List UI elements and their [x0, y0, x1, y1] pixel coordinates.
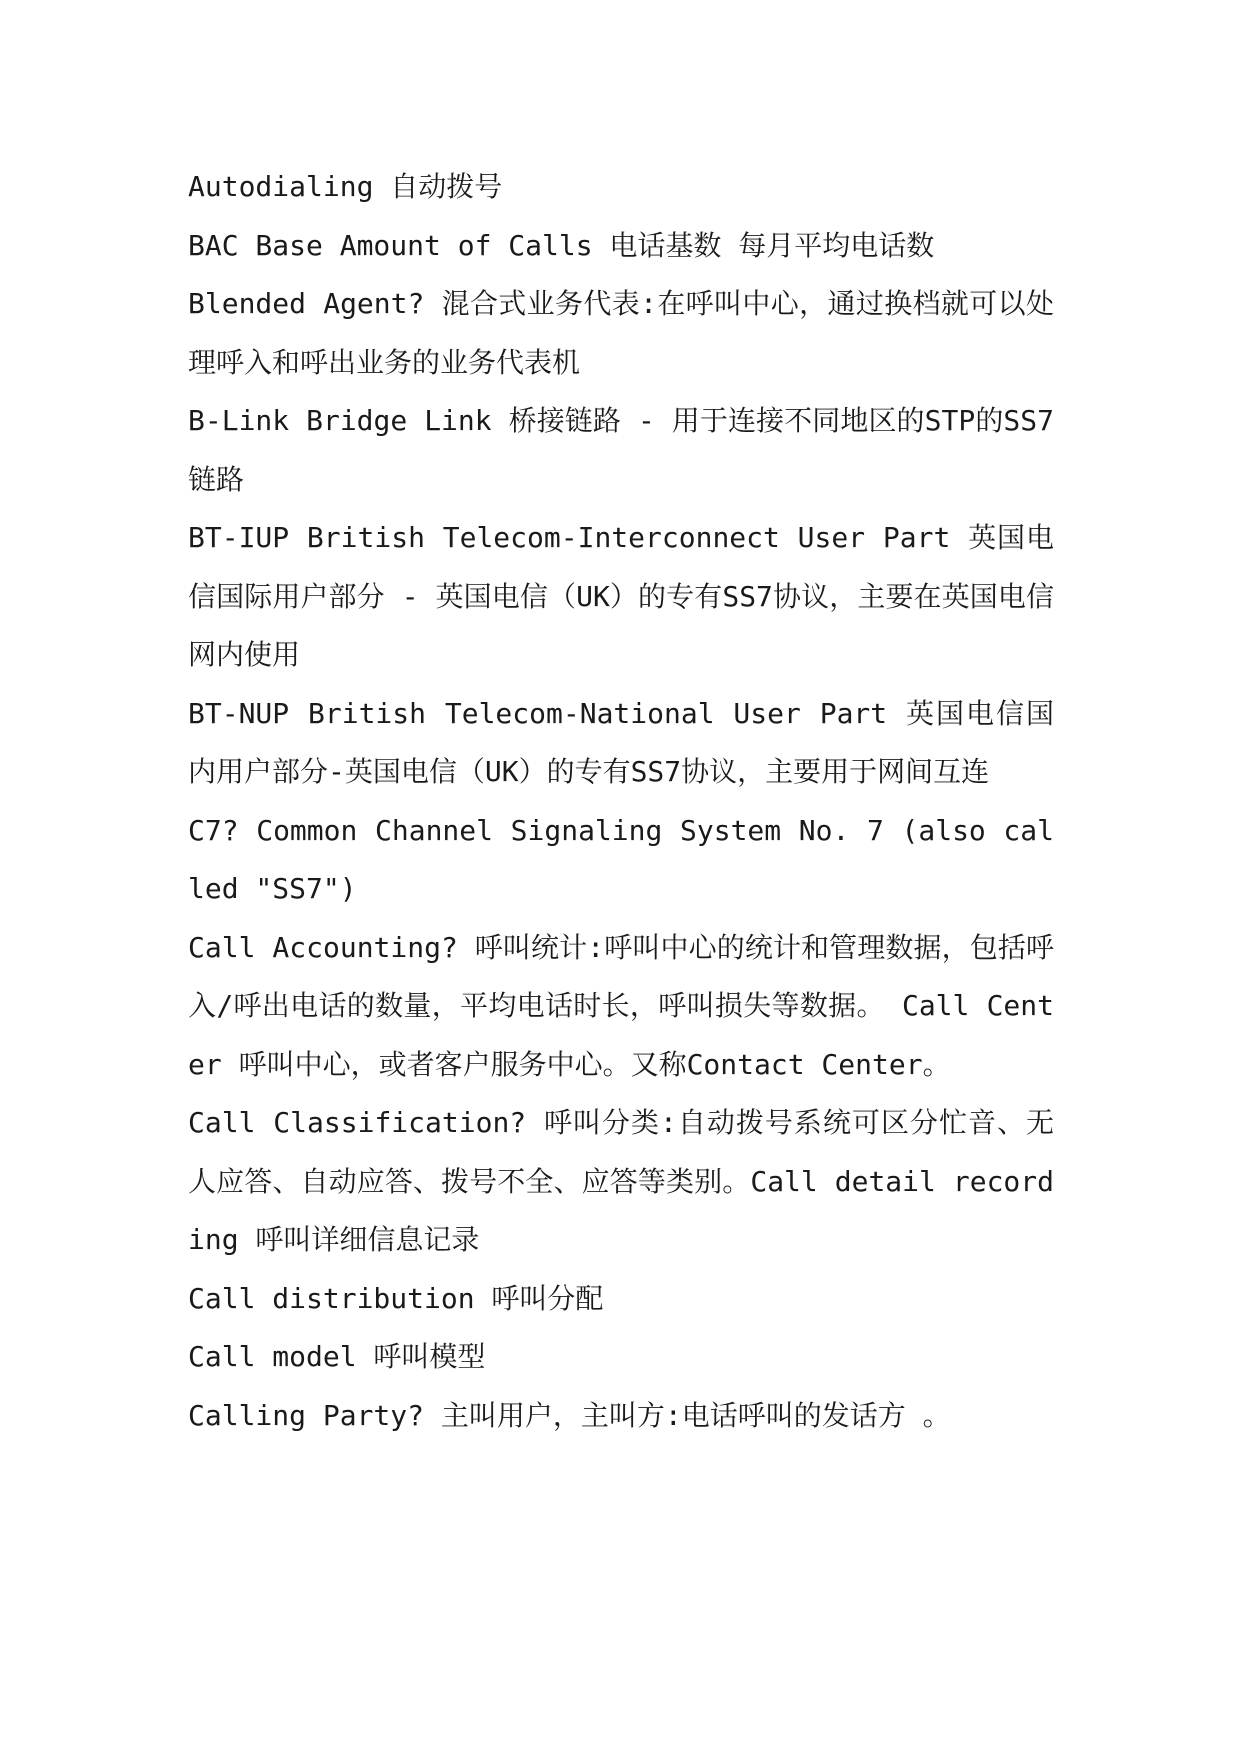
paragraph-autodialing: Autodialing 自动拨号: [188, 170, 503, 203]
document-body: [188, 158, 1054, 1445]
paragraph-bt-nup: BT-NUP British Telecom-National User Part 英国电信国内用户部分-英国电信（UK）的专有SS7协议，主要用于网间互连: [188, 696, 1054, 788]
paragraph-bt-iup: BT-IUP British Telecom-Interconnect User Part 英国电信国际用户部分 - 英国电信（UK）的专有SS7协议，主要在英国电信网内使用: [188, 521, 1054, 671]
paragraph-calling-party: Calling Party? 主叫用户，主叫方:电话呼叫的发话方 。: [188, 1398, 951, 1432]
paragraph-call-model: Call model 呼叫模型: [188, 1340, 486, 1373]
paragraph-call-distribution: Call distribution 呼叫分配: [188, 1281, 604, 1315]
paragraph-blended-agent: Blended Agent? 混合式业务代表:在呼叫中心，通过换档就可以处理呼入和呼出业务的业务代表机: [188, 287, 1054, 379]
paragraph-call-classification: Call Classification? 呼叫分类:自动拨号系统可区分忙音、无人应答、自动应答、拨号不全、应答等类别。Call detail recording 呼叫详细信息记录: [188, 1106, 1054, 1256]
paragraph-c7: C7? Common Channel Signaling System No. 7 (also called "SS7"): [188, 813, 1054, 905]
paragraph-call-accounting: Call Accounting? 呼叫统计:呼叫中心的统计和管理数据，包括呼入/呼出电话的数量，平均电话时长，呼叫损失等数据。 Call Center 呼叫中心，或者客户服务中心。又称Contact Center。: [188, 930, 1054, 1081]
paragraph-b-link: B-Link Bridge Link 桥接链路 - 用于连接不同地区的STP的SS7链路: [188, 404, 1054, 496]
paragraph-bac: BAC Base Amount of Calls 电话基数 每月平均电话数: [188, 228, 935, 262]
